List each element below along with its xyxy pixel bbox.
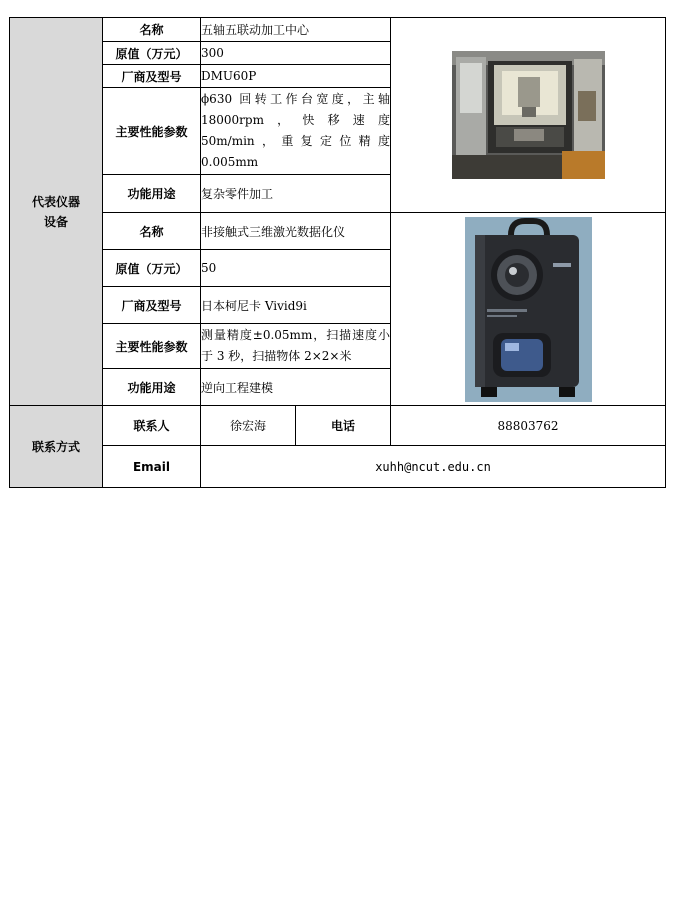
laser-scanner-photo xyxy=(465,217,592,402)
instrument2-price-value: 50 xyxy=(201,250,391,287)
instrument2-price-label: 原值（万元） xyxy=(103,250,201,287)
instrument2-specs-value: 测量精度±0.05mm，扫描速度小于 3 秒，扫描物体 2×2×米 xyxy=(201,324,391,369)
representative-equipment-header xyxy=(10,18,103,406)
instrument2-photo-cell xyxy=(391,213,666,406)
phone-label: 电话 xyxy=(296,406,391,446)
section-label-line2: 设备 xyxy=(43,214,68,229)
instrument2-name-value: 非接触式三维激光数据化仪 xyxy=(201,213,391,250)
equipment-table xyxy=(9,17,666,488)
instrument1-name-value: 五轴五联动加工中心 xyxy=(201,18,391,42)
instrument1-specs-value: ϕ630 回转工作台宽度，主轴18000rpm，快移速度 50m/min，重复定位精度 0.005mm xyxy=(201,88,391,175)
email-value: xuhh@ncut.edu.cn xyxy=(201,446,666,488)
instrument1-price-label: 原值（万元） xyxy=(103,42,201,65)
phone-value: 88803762 xyxy=(391,406,666,446)
instrument1-price-value: 300 xyxy=(201,42,391,65)
instrument2-name-label: 名称 xyxy=(103,213,201,250)
contact-person-value: 徐宏海 xyxy=(201,406,296,446)
instrument1-use-label: 功能用途 xyxy=(103,175,201,213)
contact-person-label: 联系人 xyxy=(103,406,201,446)
instrument1-photo-cell xyxy=(391,18,666,213)
machining-center-photo xyxy=(452,51,605,179)
instrument2-model-label: 厂商及型号 xyxy=(103,287,201,324)
email-label: Email xyxy=(103,446,201,488)
instrument2-use-value: 逆向工程建模 xyxy=(201,369,391,406)
contact-section-header: 联系方式 xyxy=(10,406,103,488)
instrument2-use-label: 功能用途 xyxy=(103,369,201,406)
instrument1-specs-label: 主要性能参数 xyxy=(103,88,201,175)
instrument2-model-value: 日本柯尼卡 Vivid9i xyxy=(201,287,391,324)
section-label-line1: 代表仪器 xyxy=(31,194,80,209)
instrument1-model-value: DMU60P xyxy=(201,65,391,88)
instrument1-name-label: 名称 xyxy=(103,18,201,42)
instrument2-specs-label: 主要性能参数 xyxy=(103,324,201,369)
instrument1-use-value: 复杂零件加工 xyxy=(201,175,391,213)
instrument1-model-label: 厂商及型号 xyxy=(103,65,201,88)
